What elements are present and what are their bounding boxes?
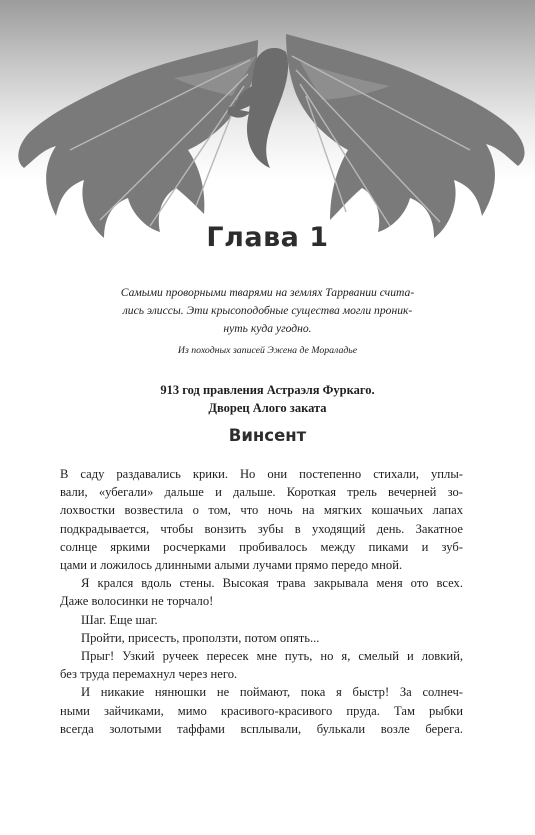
- body-line: Даже волосинки не торчало!: [60, 594, 214, 609]
- body-line: Шаг. Еще шаг.: [81, 612, 158, 627]
- body-line: ными зайчиками, мимо красивого-красивого пруда. Там рыбки: [60, 703, 463, 718]
- body-line: Пройти, присесть, проползти, потом опять...: [81, 630, 320, 645]
- body-line: без труда перемахнул через него.: [60, 667, 238, 682]
- body-line: подкрадывается, чтобы вонзить зубы в уходящий день. Закатное: [60, 521, 463, 536]
- body-line: солнце яркими росчерками пробивалось между пиками и зуб-: [60, 539, 463, 554]
- body-line: вали, «убегали» дальше и дальше. Короткая трель вечерней зо-: [60, 485, 463, 500]
- body-line: Прыг! Узкий ручеек пересек мне путь, но я, смелый и ловкий,: [81, 649, 463, 664]
- dateline-year: 913 год правления Астраэля Фуркаго.: [160, 383, 375, 397]
- body-line: И никакие нянюшки не поймают, пока я быстр! За солнеч-: [81, 685, 463, 700]
- body-text: [60, 465, 463, 738]
- body-line: цами и ложилось длинными алыми лучами прямо передо мной.: [60, 558, 403, 573]
- body-line: всегда золотыми таффами всплывали, булькали возле берега.: [60, 721, 463, 736]
- dateline: [0, 381, 535, 417]
- epigraph-line: нуть куда угодно.: [223, 322, 312, 335]
- section-heading: Винсент: [228, 426, 307, 445]
- dragon-illustration-icon: [0, 0, 535, 320]
- epigraph-line: лись элиссы. Эти крысоподобные существа могли проник-: [122, 304, 413, 317]
- epigraph-line: Самыми проворными тварями на землях Таррвании счита-: [120, 286, 415, 299]
- right-wing: [286, 34, 525, 238]
- body-line: лохвостки возвестила о том, что ночь на мягких кошачьих лапах: [60, 503, 463, 518]
- epigraph: [100, 284, 435, 338]
- epigraph-source: Из походных записей Эжена де Мораладье: [177, 345, 358, 356]
- body-line: Я крался вдоль стены. Высокая трава закрывала меня ото всех.: [81, 576, 463, 591]
- chapter-title: Глава 1: [206, 222, 329, 253]
- dateline-place: Дворец Алого заката: [208, 401, 327, 415]
- body-line: В саду раздавались крики. Но они постепенно стихали, уплы-: [60, 467, 463, 481]
